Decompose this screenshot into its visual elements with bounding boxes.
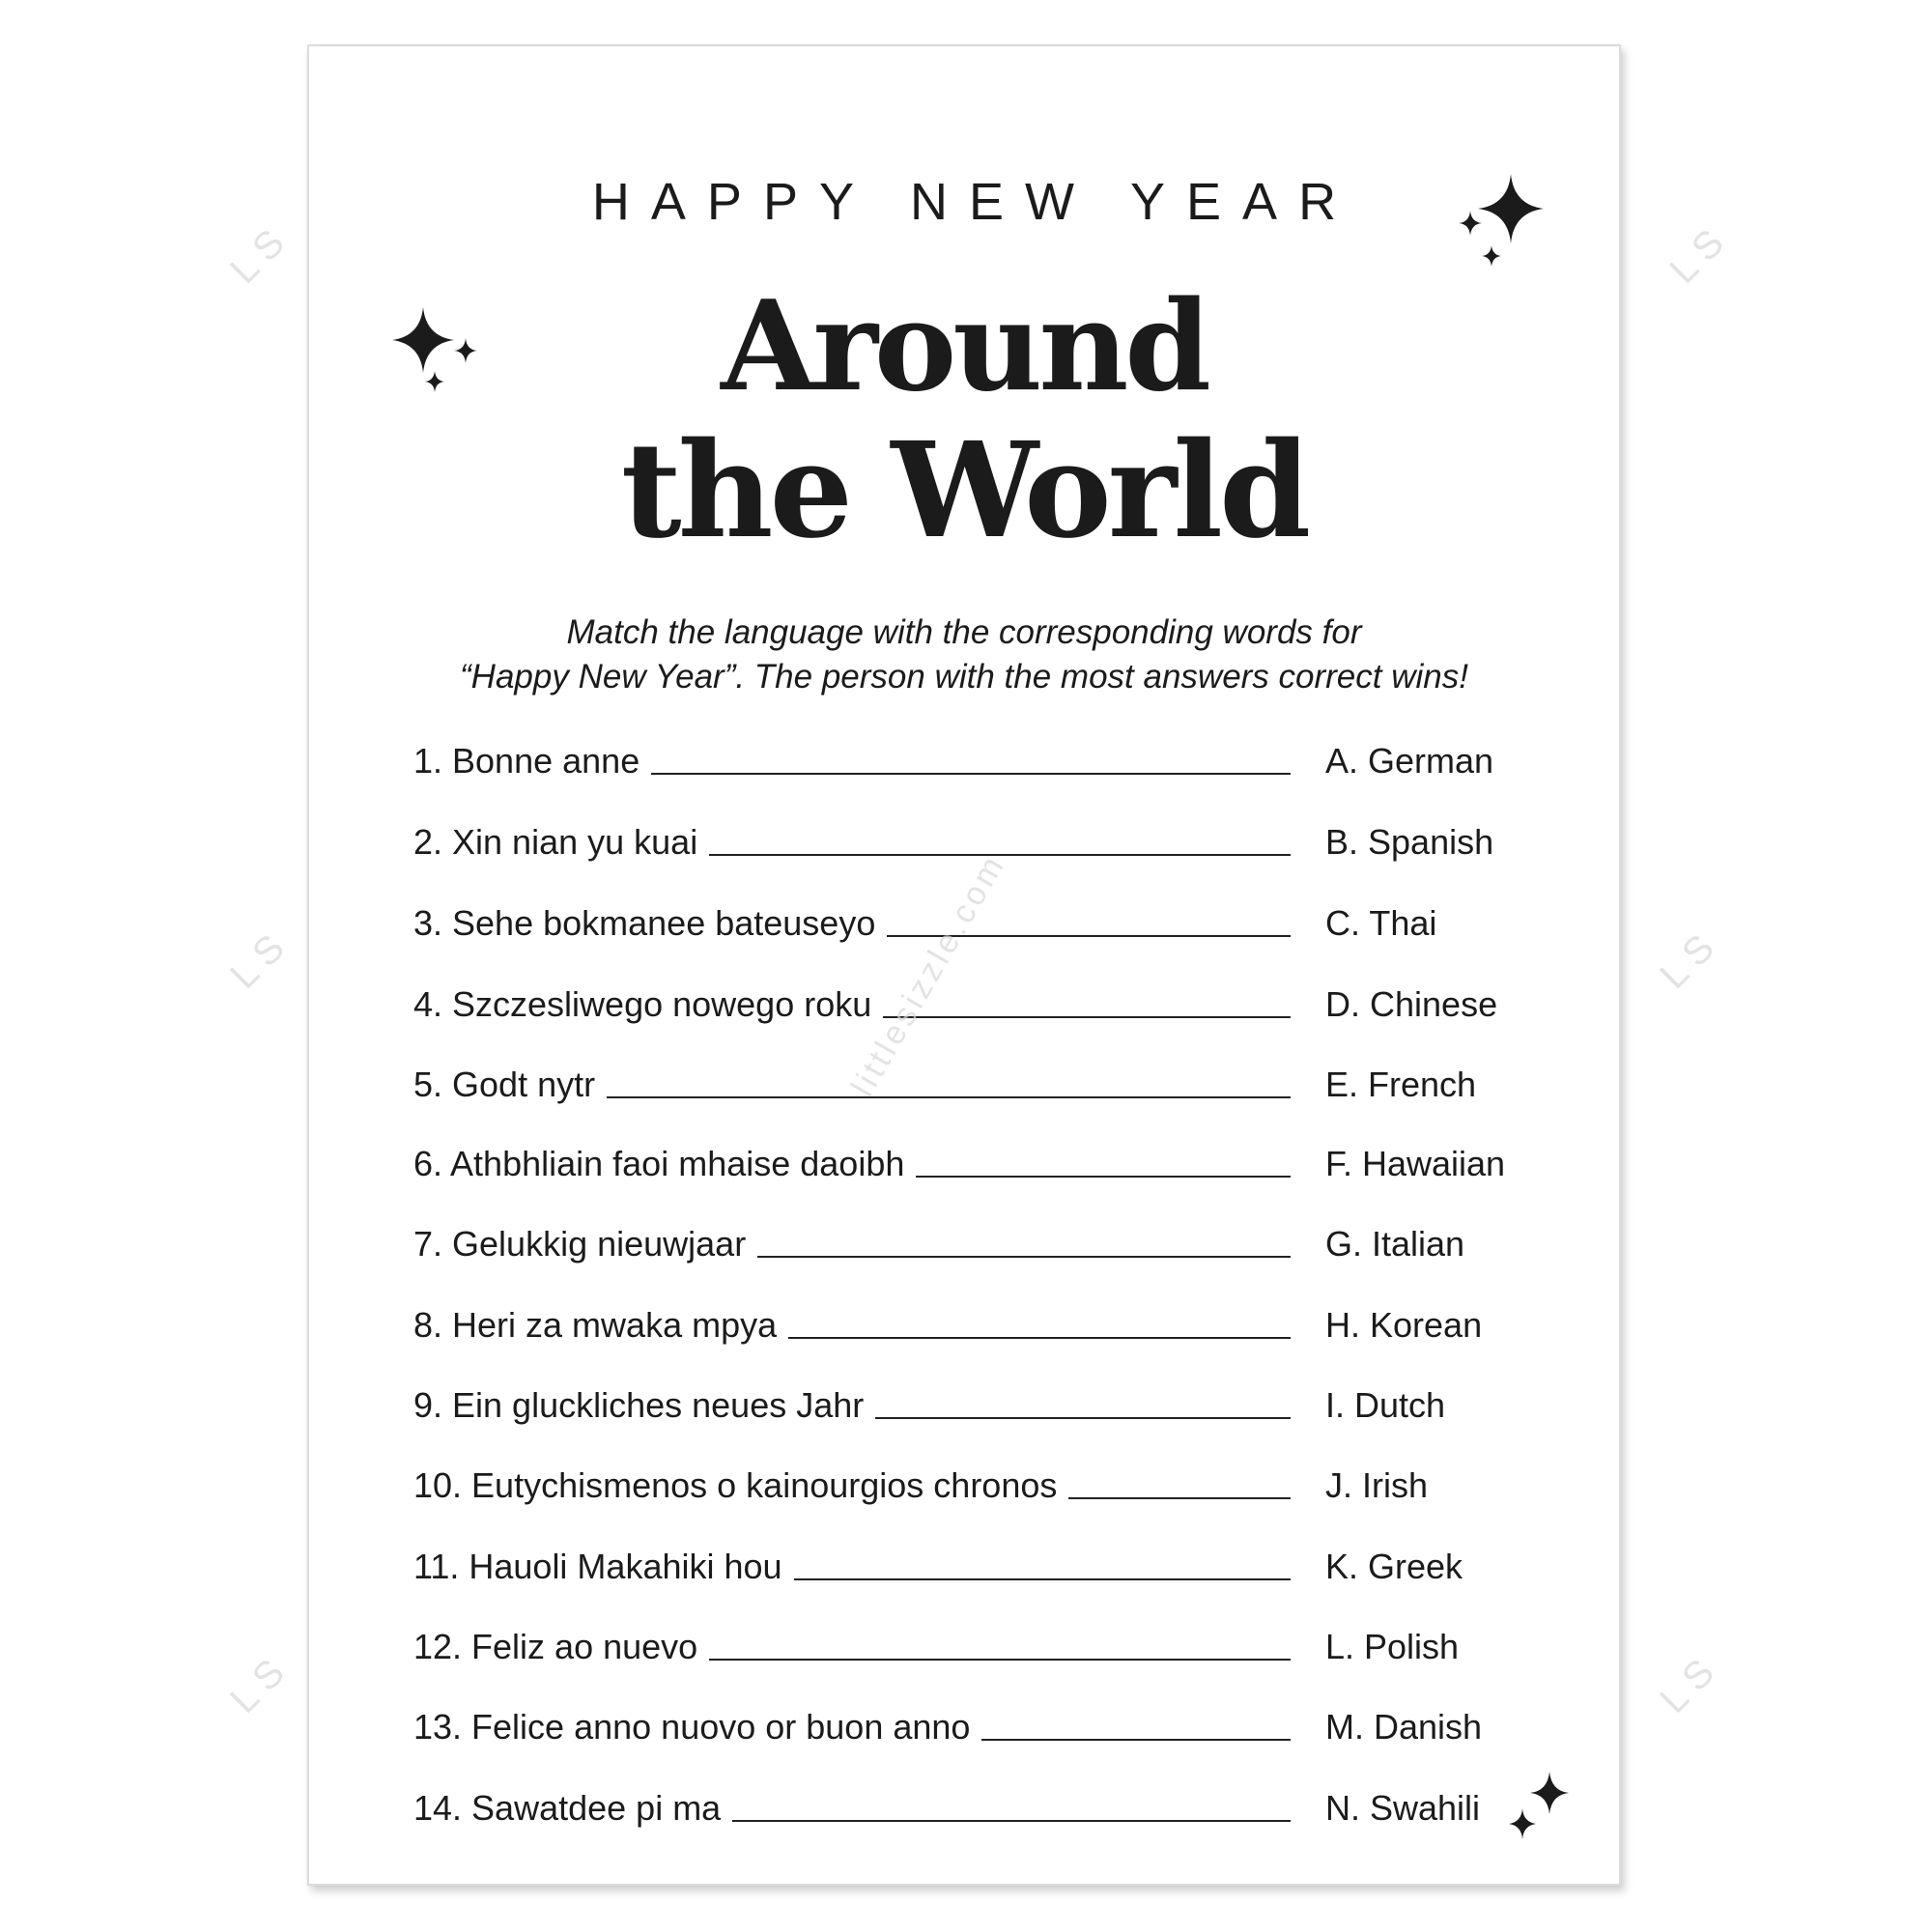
answer-option: I. Dutch (1325, 1385, 1446, 1425)
question-text: 7. Gelukkig nieuwjaar (413, 1224, 747, 1264)
answer-blank-line[interactable] (732, 1819, 1291, 1822)
instructions-line-2: “Happy New Year”. The person with the most answers correct wins! (460, 658, 1468, 696)
watermark-mark: LS (1652, 920, 1730, 998)
question-item (413, 1624, 1291, 1670)
question-item (413, 819, 1291, 866)
question-item (413, 1704, 1291, 1750)
question-text: 6. Athbhliain faoi mhaise daoibh (413, 1144, 905, 1183)
instructions-line-1: Match the language with the corresponding words for (566, 613, 1362, 651)
question-text: 2. Xin nian yu kuai (413, 822, 698, 862)
question-text: 8. Heri za mwaka mpya (413, 1305, 778, 1345)
watermark-mark: LS (222, 214, 300, 293)
question-text: 4. Szczesliwego nowego roku (413, 984, 872, 1024)
question-text: 10. Eutychismenos o kainourgios chronos (413, 1465, 1058, 1505)
answer-blank-line[interactable] (1068, 1496, 1291, 1499)
question-item (413, 1302, 1291, 1349)
answer-blank-line[interactable] (651, 772, 1291, 775)
question-text: 14. Sawatdee pi ma (413, 1788, 722, 1828)
answer-blank-line[interactable] (788, 1336, 1291, 1339)
sparkle-cluster-top-right-icon (1457, 170, 1553, 276)
answer-option: B. Spanish (1325, 822, 1494, 862)
question-text: 9. Ein gluckliches neues Jahr (413, 1385, 865, 1425)
answer-blank-line[interactable] (757, 1255, 1291, 1258)
question-row (413, 1463, 1592, 1520)
question-text: 12. Feliz ao nuevo (413, 1627, 698, 1666)
question-item (413, 1382, 1291, 1429)
sparkle-cluster-bottom-right-icon (1505, 1766, 1573, 1853)
question-row (413, 1785, 1592, 1843)
question-text: 1. Bonne anne (413, 741, 640, 781)
answer-option: A. German (1325, 741, 1494, 781)
question-item (413, 1544, 1291, 1590)
answer-blank-line[interactable] (916, 1175, 1291, 1178)
sparkle-cluster-left-icon (386, 299, 483, 396)
question-row (413, 981, 1592, 1039)
question-row (413, 1704, 1592, 1762)
question-row (413, 900, 1592, 958)
question-row (413, 1062, 1592, 1120)
answer-blank-line[interactable] (607, 1095, 1291, 1098)
answer-option: C. Thai (1325, 903, 1437, 943)
question-row (413, 1382, 1592, 1440)
question-item (413, 900, 1291, 947)
answer-option: L. Polish (1325, 1627, 1460, 1666)
question-row (413, 1221, 1592, 1279)
watermark-mark: LS (222, 920, 300, 998)
answer-blank-line[interactable] (709, 853, 1291, 856)
question-row (413, 1302, 1592, 1360)
answer-option: H. Korean (1325, 1305, 1483, 1345)
question-item (413, 981, 1291, 1028)
answer-option: D. Chinese (1325, 984, 1498, 1024)
question-row (413, 738, 1592, 796)
watermark-mark: LS (1652, 1644, 1730, 1722)
question-text: 13. Felice anno nuovo or buon anno (413, 1707, 971, 1747)
answer-option: E. French (1325, 1065, 1477, 1104)
answer-option: K. Greek (1325, 1547, 1463, 1586)
question-row (413, 1624, 1592, 1682)
watermark-mark: LS (222, 1644, 300, 1722)
question-text: 11. Hauoli Makahiki hou (413, 1547, 782, 1586)
question-item (413, 1141, 1291, 1187)
answer-blank-line[interactable] (794, 1577, 1291, 1580)
question-item (413, 1463, 1291, 1509)
title-line-1: Around (721, 274, 1208, 419)
answer-blank-line[interactable] (875, 1416, 1291, 1419)
question-text: 5. Godt nytr (413, 1065, 596, 1104)
watermark-site: littlesizzle.com (843, 847, 1013, 1103)
answer-blank-line[interactable] (709, 1658, 1291, 1661)
answer-option: N. Swahili (1325, 1788, 1481, 1828)
answer-option: G. Italian (1325, 1224, 1465, 1264)
question-row (413, 1141, 1592, 1199)
game-card (307, 44, 1621, 1886)
answer-option: F. Hawaiian (1325, 1144, 1506, 1183)
question-text: 3. Sehe bokmanee bateuseyo (413, 903, 876, 943)
watermark-mark: LS (1662, 214, 1740, 293)
answer-option: M. Danish (1325, 1707, 1483, 1747)
instructions (309, 611, 1619, 699)
answer-blank-line[interactable] (883, 1015, 1291, 1018)
question-item (413, 1785, 1291, 1832)
answer-blank-line[interactable] (981, 1738, 1291, 1741)
question-item (413, 738, 1291, 784)
question-item (413, 1221, 1291, 1267)
title-line-2: the World (620, 413, 1308, 568)
supertitle: HAPPY NEW YEAR (591, 173, 1358, 231)
question-row (413, 1544, 1592, 1602)
answer-option: J. Irish (1325, 1465, 1429, 1505)
